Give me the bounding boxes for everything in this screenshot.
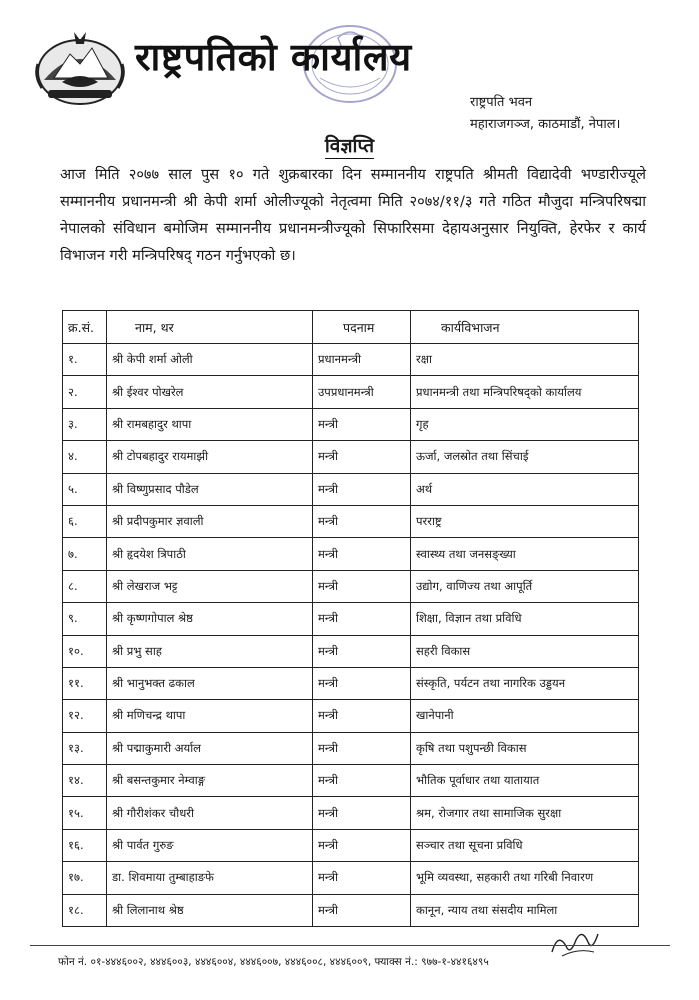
cell-designation: मन्त्री	[313, 441, 411, 473]
header-serial: क्र.सं.	[63, 311, 107, 344]
header-designation: पदनाम	[313, 311, 411, 344]
cell-portfolio: खानेपानी	[411, 700, 639, 732]
cell-designation: मन्त्री	[313, 505, 411, 537]
cell-portfolio: सञ्चार तथा सूचना प्रविधि	[411, 829, 639, 861]
cell-designation: मन्त्री	[313, 667, 411, 699]
cell-serial: ११.	[63, 667, 107, 699]
table-row	[63, 408, 639, 440]
cell-portfolio: सहरी विकास	[411, 635, 639, 667]
cell-designation: मन्त्री	[313, 635, 411, 667]
table-row	[63, 700, 639, 732]
national-emblem-icon	[34, 30, 126, 108]
cell-serial: ९.	[63, 603, 107, 635]
cell-designation: मन्त्री	[313, 862, 411, 894]
table-row	[63, 829, 639, 861]
cell-designation: मन्त्री	[313, 765, 411, 797]
cell-name: श्री टोपबहादुर रायमाझी	[107, 441, 313, 473]
cell-serial: १४.	[63, 765, 107, 797]
table-row	[63, 570, 639, 602]
cell-designation: मन्त्री	[313, 894, 411, 926]
cabinet-table	[62, 310, 639, 927]
cell-designation: मन्त्री	[313, 603, 411, 635]
cell-designation: मन्त्री	[313, 538, 411, 570]
address-line-1: राष्ट्रपति भवन	[470, 95, 533, 110]
cell-name: श्री ईश्वर पोखरेल	[107, 376, 313, 408]
cell-name: श्री विष्णुप्रसाद पौडेल	[107, 473, 313, 505]
cell-designation: उपप्रधानमन्त्री	[313, 376, 411, 408]
cell-portfolio: परराष्ट्र	[411, 505, 639, 537]
address-line-2: महाराजगञ्ज, काठमाडौं, नेपाल।	[470, 117, 621, 132]
cell-portfolio: भौतिक पूर्वाधार तथा यातायात	[411, 765, 639, 797]
cell-name: श्री गौरीशंकर चौधरी	[107, 797, 313, 829]
cell-portfolio: कृषि तथा पशुपन्छी विकास	[411, 732, 639, 764]
cell-serial: १८.	[63, 894, 107, 926]
cell-designation: मन्त्री	[313, 829, 411, 861]
cell-portfolio: शिक्षा, विज्ञान तथा प्रविधि	[411, 603, 639, 635]
cell-serial: २.	[63, 376, 107, 408]
cell-serial: ८.	[63, 570, 107, 602]
table-row	[63, 862, 639, 894]
cell-name: श्री प्रभु साह	[107, 635, 313, 667]
table-row	[63, 894, 639, 926]
table-row	[63, 603, 639, 635]
cell-portfolio: रक्षा	[411, 344, 639, 376]
cell-portfolio: प्रधानमन्त्री तथा मन्त्रिपरिषद्को कार्यालय	[411, 376, 639, 408]
table-row	[63, 797, 639, 829]
table-row	[63, 344, 639, 376]
cell-serial: ६.	[63, 505, 107, 537]
cell-name: डा. शिवमाया तुम्बाहाङफे	[107, 862, 313, 894]
header-portfolio: कार्यविभाजन	[411, 311, 639, 344]
cell-portfolio: श्रम, रोजगार तथा सामाजिक सुरक्षा	[411, 797, 639, 829]
cell-portfolio: अर्थ	[411, 473, 639, 505]
cell-portfolio: स्वास्थ्य तथा जनसङ्ख्या	[411, 538, 639, 570]
footer-divider	[30, 945, 670, 946]
cell-name: श्री पद्माकुमारी अर्याल	[107, 732, 313, 764]
cell-serial: १७.	[63, 862, 107, 894]
cell-name: श्री पार्वत गुरुङ	[107, 829, 313, 861]
cell-portfolio: ऊर्जा, जलस्रोत तथा सिंचाई	[411, 441, 639, 473]
table-row	[63, 441, 639, 473]
cell-name: श्री केपी शर्मा ओली	[107, 344, 313, 376]
cell-designation: मन्त्री	[313, 797, 411, 829]
cell-portfolio: संस्कृति, पर्यटन तथा नागरिक उड्डयन	[411, 667, 639, 699]
cell-portfolio: भूमि व्यवस्था, सहकारी तथा गरिबी निवारण	[411, 862, 639, 894]
cell-serial: ७.	[63, 538, 107, 570]
cell-serial: ५.	[63, 473, 107, 505]
cell-portfolio: उद्योग, वाणिज्य तथा आपूर्ति	[411, 570, 639, 602]
cell-name: श्री हृदयेश त्रिपाठी	[107, 538, 313, 570]
table-row	[63, 667, 639, 699]
cell-serial: १३.	[63, 732, 107, 764]
cell-serial: १५.	[63, 797, 107, 829]
cell-designation: प्रधानमन्त्री	[313, 344, 411, 376]
cell-name: श्री लेखराज भट्ट	[107, 570, 313, 602]
office-name-heading: राष्ट्रपतिको कार्यालय	[135, 35, 412, 79]
cell-name: श्री प्रदीपकुमार ज्ञवाली	[107, 505, 313, 537]
table-row	[63, 765, 639, 797]
notice-title	[0, 132, 699, 158]
cell-portfolio: गृह	[411, 408, 639, 440]
cell-designation: मन्त्री	[313, 473, 411, 505]
table-row	[63, 732, 639, 764]
cell-serial: ३.	[63, 408, 107, 440]
table-row	[63, 376, 639, 408]
cell-name: श्री बसन्तकुमार नेम्वाङ्ग	[107, 765, 313, 797]
cell-designation: मन्त्री	[313, 700, 411, 732]
table-row	[63, 538, 639, 570]
cell-name: श्री भानुभक्त ढकाल	[107, 667, 313, 699]
notice-title-text: विज्ञप्ति	[324, 135, 375, 157]
cell-portfolio: कानून, न्याय तथा संसदीय मामिला	[411, 894, 639, 926]
cell-designation: मन्त्री	[313, 408, 411, 440]
cell-serial: १.	[63, 344, 107, 376]
table-body	[63, 344, 639, 927]
table-row	[63, 505, 639, 537]
cell-name: श्री कृष्णगोपाल श्रेष्ठ	[107, 603, 313, 635]
cell-serial: १०.	[63, 635, 107, 667]
cell-designation: मन्त्री	[313, 732, 411, 764]
table-row	[63, 635, 639, 667]
cell-name: श्री रामबहादुर थापा	[107, 408, 313, 440]
signature-mark	[548, 926, 600, 960]
cell-serial: ४.	[63, 441, 107, 473]
header-name: नाम, थर	[107, 311, 313, 344]
cell-serial: १२.	[63, 700, 107, 732]
notice-body: आज मिति २०७७ साल पुस १० गते शुक्रबारका दिन सम्माननीय राष्ट्रपति श्रीमती विद्यादेवी भण्डारीज्यूले सम्माननीय प्रधानमन्त्री श्री केपी शर्मा ओलीज्यूको नेतृत्वमा मिति २०७४/११/३ गते गठित मौजुदा मन्त्रिपरिषद्मा नेपालको संविधान बमोजिम सम्माननीय प्रधानमन्त्रीज्यूको सिफारिसमा देहायअनुसार नियुक्ति, हेरफेर र कार्य विभाजन गरी मन्त्रिपरिषद् गठन गर्नुभएको छ।	[60, 166, 646, 264]
table-header-row	[63, 311, 639, 344]
table-row	[63, 473, 639, 505]
footer-contact: फोन नं. ०१-४४४६००२, ४४४६००३, ४४४६००४, ४४४६००७, ४४४६००८, ४४४६००९, फ्याक्स नं.: ९७७-१-४४१६४९५	[58, 956, 489, 968]
cell-serial: १६.	[63, 829, 107, 861]
cell-designation: मन्त्री	[313, 570, 411, 602]
cell-name: श्री मणिचन्द्र थापा	[107, 700, 313, 732]
cell-name: श्री लिलानाथ श्रेष्ठ	[107, 894, 313, 926]
